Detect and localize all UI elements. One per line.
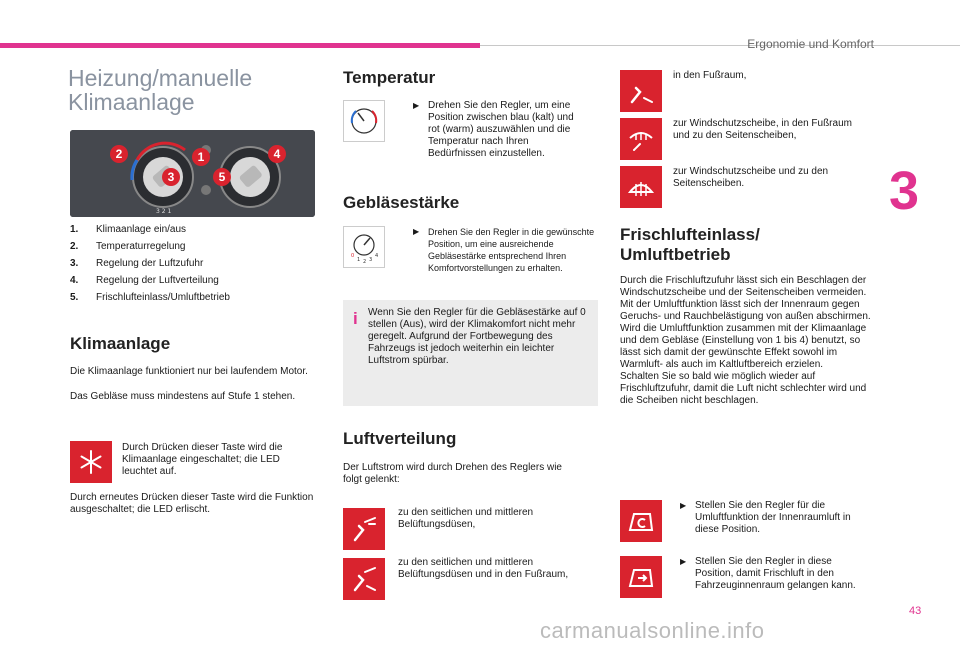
header-accent-bar — [0, 43, 480, 48]
watermark: carmanualsonline.info — [540, 618, 765, 643]
luftverteilung-item-2: zu den seitlichen und mittleren Belüftungsdüsen und in den Fußraum, — [398, 557, 569, 580]
panel-label-1: 1 — [192, 148, 210, 166]
section-title-temperatur: Temperatur — [343, 68, 436, 87]
luftverteilung-item-4: zur Windschutzscheibe, in den Fußraum und zu den Seitenscheiben, — [673, 118, 852, 141]
header-rule — [480, 45, 960, 46]
svg-text:0: 0 — [351, 253, 355, 259]
legend-item: 1. Klimaanlage ein/aus — [70, 224, 187, 235]
section-title-frischluft: Frischlufteinlass/ Umluftbetrieb — [620, 225, 760, 264]
panel-label-3: 3 — [162, 168, 180, 186]
panel-label-2: 2 — [110, 145, 128, 163]
arrow-icon: ▶ — [413, 227, 420, 236]
defrost-icon — [620, 166, 662, 208]
frischluft-bullet-2: ▶ Stellen Sie den Regler in diese Position, damit Frischluft in den Fahrzeuginnenraum gelangen kann. — [680, 556, 856, 591]
klima-paragraph-3: Durch erneutes Drücken dieser Taste wird die Funktion ausgeschaltet; die LED erlischt. — [70, 492, 314, 515]
panel-label-5: 5 — [213, 168, 231, 186]
section-title-luftverteilung: Luftverteilung — [343, 429, 457, 448]
chapter-number: 3 — [889, 161, 920, 221]
arrow-icon: ▶ — [680, 501, 687, 510]
arrow-icon: ▶ — [413, 101, 420, 110]
arrow-icon: ▶ — [680, 557, 687, 566]
vent-face-foot-icon — [343, 558, 385, 600]
luftverteilung-item-3: in den Fußraum, — [673, 70, 747, 81]
climate-panel-image — [70, 130, 315, 217]
snowflake-icon — [78, 449, 104, 475]
fresh-air-icon — [620, 556, 662, 598]
legend-item: 4. Regelung der Luftverteilung — [70, 275, 219, 286]
vent-defrost-foot-icon — [620, 118, 662, 160]
recirculation-icon — [620, 500, 662, 542]
svg-text:4: 4 — [375, 253, 379, 259]
page-title: Heizung/manuelle Klimaanlage — [68, 65, 253, 115]
legend-item: 3. Regelung der Luftzufuhr — [70, 258, 204, 269]
legend-item: 5. Frischlufteinlass/Umluftbetrieb — [70, 292, 230, 303]
legend-item: 2. Temperaturregelung — [70, 241, 186, 252]
section-title-klimaanlage: Klimaanlage — [70, 334, 171, 353]
section-title-geblaese: Gebläsestärke — [343, 193, 460, 212]
svg-text:3: 3 — [369, 257, 373, 263]
vent-foot-icon — [620, 70, 662, 112]
luftverteilung-item-5: zur Windschutzscheibe und zu den Seitenscheiben. — [673, 166, 829, 189]
geblaese-info: Wenn Sie den Regler für die Gebläsestärke auf 0 stellen (Aus), wird der Klimakomfort nicht mehr geregelt. Aufgrund der Fortbewegung des Fahrzeugs ist jedoch weiterhin ein leichter Luftstrom spürbar. — [368, 307, 586, 366]
temperature-dial-icon — [343, 100, 385, 142]
legend-list — [70, 221, 320, 306]
klima-icon-text: Durch Drücken dieser Taste wird die Klimaanlage eingeschaltet; die LED leuchtet auf. — [122, 442, 283, 477]
luftverteilung-intro: Der Luftstrom wird durch Drehen des Reglers wie folgt gelenkt: — [343, 462, 562, 485]
klima-paragraph-1: Die Klimaanlage funktioniert nur bei laufendem Motor. — [70, 366, 308, 377]
info-icon: i — [353, 309, 358, 328]
geblaese-bullet: ▶ Drehen Sie den Regler in die gewünschte Position, um eine ausreichende Gebläsestärke entsprechend Ihren Komfortvorstellungen zu erhalten. — [413, 227, 595, 273]
header-title: Ergonomie und Komfort — [747, 37, 874, 51]
frischluft-text: Durch die Frischluftzufuhr lässt sich ein Beschlagen der Windschutzscheibe und der Seitenscheiben vermeiden. Mit der Umluftfunktion lässt sich der Innenraum gegen Geruchs- und Rauchbelästigung von außen abschirmen. Wird die Umluftfunktion zusammen mit der Klimaanlage und dem Gebläse (Einstellung von 1 bis 4) benutzt, so lässt sich damit der gewünschte Effekt sowohl im Warmluft- als auch im Kaltluftbereich erzielen. Schalten Sie so bald wie möglich wieder auf Frischluftzufuhr, damit die Luft nicht schlechter wird und die Scheiben nicht beschlagen. — [620, 275, 871, 406]
page-number: 43 — [909, 605, 922, 617]
fan-dial-icon — [343, 226, 385, 268]
luftverteilung-item-1: zu den seitlichen und mittleren Belüftungsdüsen, — [398, 507, 534, 530]
panel-label-4: 4 — [268, 145, 286, 163]
svg-text:2: 2 — [363, 259, 367, 265]
temperatur-bullet: ▶ Drehen Sie den Regler, um eine Position zwischen blau (kalt) und rot (warm) auszuwählen und die Temperatur nach Ihren Bedürfnissen einzustellen. — [413, 100, 574, 159]
svg-text:1: 1 — [357, 257, 361, 263]
ac-button-icon — [70, 441, 112, 483]
klima-paragraph-2: Das Gebläse muss mindestens auf Stufe 1 stehen. — [70, 391, 296, 402]
svg-text:3 2 1: 3 2 1 — [156, 208, 172, 215]
frischluft-bullet-1: ▶ Stellen Sie den Regler für die Umluftfunktion der Innenraumluft in diese Position. — [680, 500, 851, 535]
vent-face-icon — [343, 508, 385, 550]
